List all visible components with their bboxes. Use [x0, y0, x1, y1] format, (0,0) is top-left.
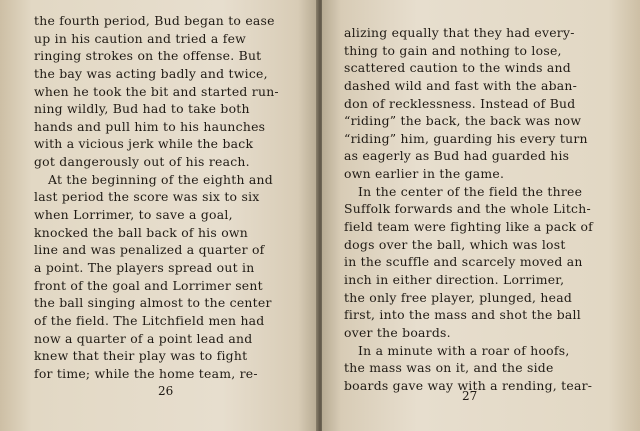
right-page [322, 0, 640, 431]
text-line: dashed wild and fast with the aban- [344, 77, 578, 93]
text-line: inch in either direction. Lorrimer, [344, 271, 565, 287]
text-line: knocked the ball back of his own [34, 224, 248, 240]
text-line: the ball singing almost to the center [34, 295, 272, 311]
text-line: the fourth period, Bud began to ease [34, 13, 275, 28]
text-line: the only free player, plunged, head [344, 289, 573, 305]
right-page-text [344, 24, 593, 394]
text-line: ringing strokes on the offense. But [34, 48, 262, 64]
text-line: own earlier in the game. [344, 166, 505, 182]
text-line: boards gave way with a rending, tear- [344, 377, 593, 393]
text-line: now a quarter of a point lead and [34, 330, 253, 346]
text-line: with a vicious jerk while the back [34, 136, 254, 152]
text-line: don of recklessness. Instead of Bud [344, 95, 576, 111]
text-line: hands and pull him to his haunches [34, 118, 266, 134]
text-line: the mass was on it, and the side [344, 360, 554, 376]
text-line: when Lorrimer, to save a goal, [34, 207, 233, 223]
text-line: dogs over the ball, which was lost [344, 236, 566, 252]
text-line: field team were fighting like a pack of [344, 219, 594, 235]
text-line: last period the score was six to six [34, 189, 260, 205]
text-line: “riding” him, guarding his every turn [344, 130, 588, 146]
text-line: up in his caution and tried a few [34, 30, 247, 46]
text-line: front of the goal and Lorrimer sent [34, 277, 263, 293]
text-line: In a minute with a roar of hoofs, [358, 342, 570, 358]
text-line: the bay was acting badly and twice, [34, 65, 268, 81]
text-line: ning wildly, Bud had to take both [34, 101, 250, 117]
text-line: when he took the bit and started run- [34, 83, 279, 99]
text-line: scattered caution to the winds and [344, 60, 571, 76]
page-number: 26 [158, 384, 174, 398]
left-page [0, 0, 318, 431]
text-line: got dangerously out of his reach. [34, 154, 250, 170]
text-line: of the field. The Litchfield men had [34, 312, 265, 328]
text-line: in the scuffle and scarcely moved an [344, 254, 583, 270]
text-line: over the boards. [344, 324, 451, 340]
page-number: 27 [462, 389, 478, 403]
left-page-text [34, 12, 279, 382]
text-line: line and was penalized a quarter of [34, 242, 265, 258]
text-line: as eagerly as Bud had guarded his [344, 148, 570, 164]
text-line: alizing equally that they had every- [344, 25, 575, 40]
text-line: knew that their play was to fight [34, 348, 248, 364]
text-line: In the center of the field the three [358, 183, 583, 199]
text-line: “riding” the back, the back was now [344, 113, 582, 129]
text-line: for time; while the home team, re- [34, 365, 258, 381]
text-line: Suffolk forwards and the whole Litch- [344, 201, 591, 217]
text-line: first, into the mass and shot the ball [344, 307, 581, 323]
text-line: At the beginning of the eighth and [48, 171, 273, 187]
text-line: a point. The players spread out in [34, 259, 255, 275]
text-line: thing to gain and nothing to lose, [344, 42, 562, 58]
